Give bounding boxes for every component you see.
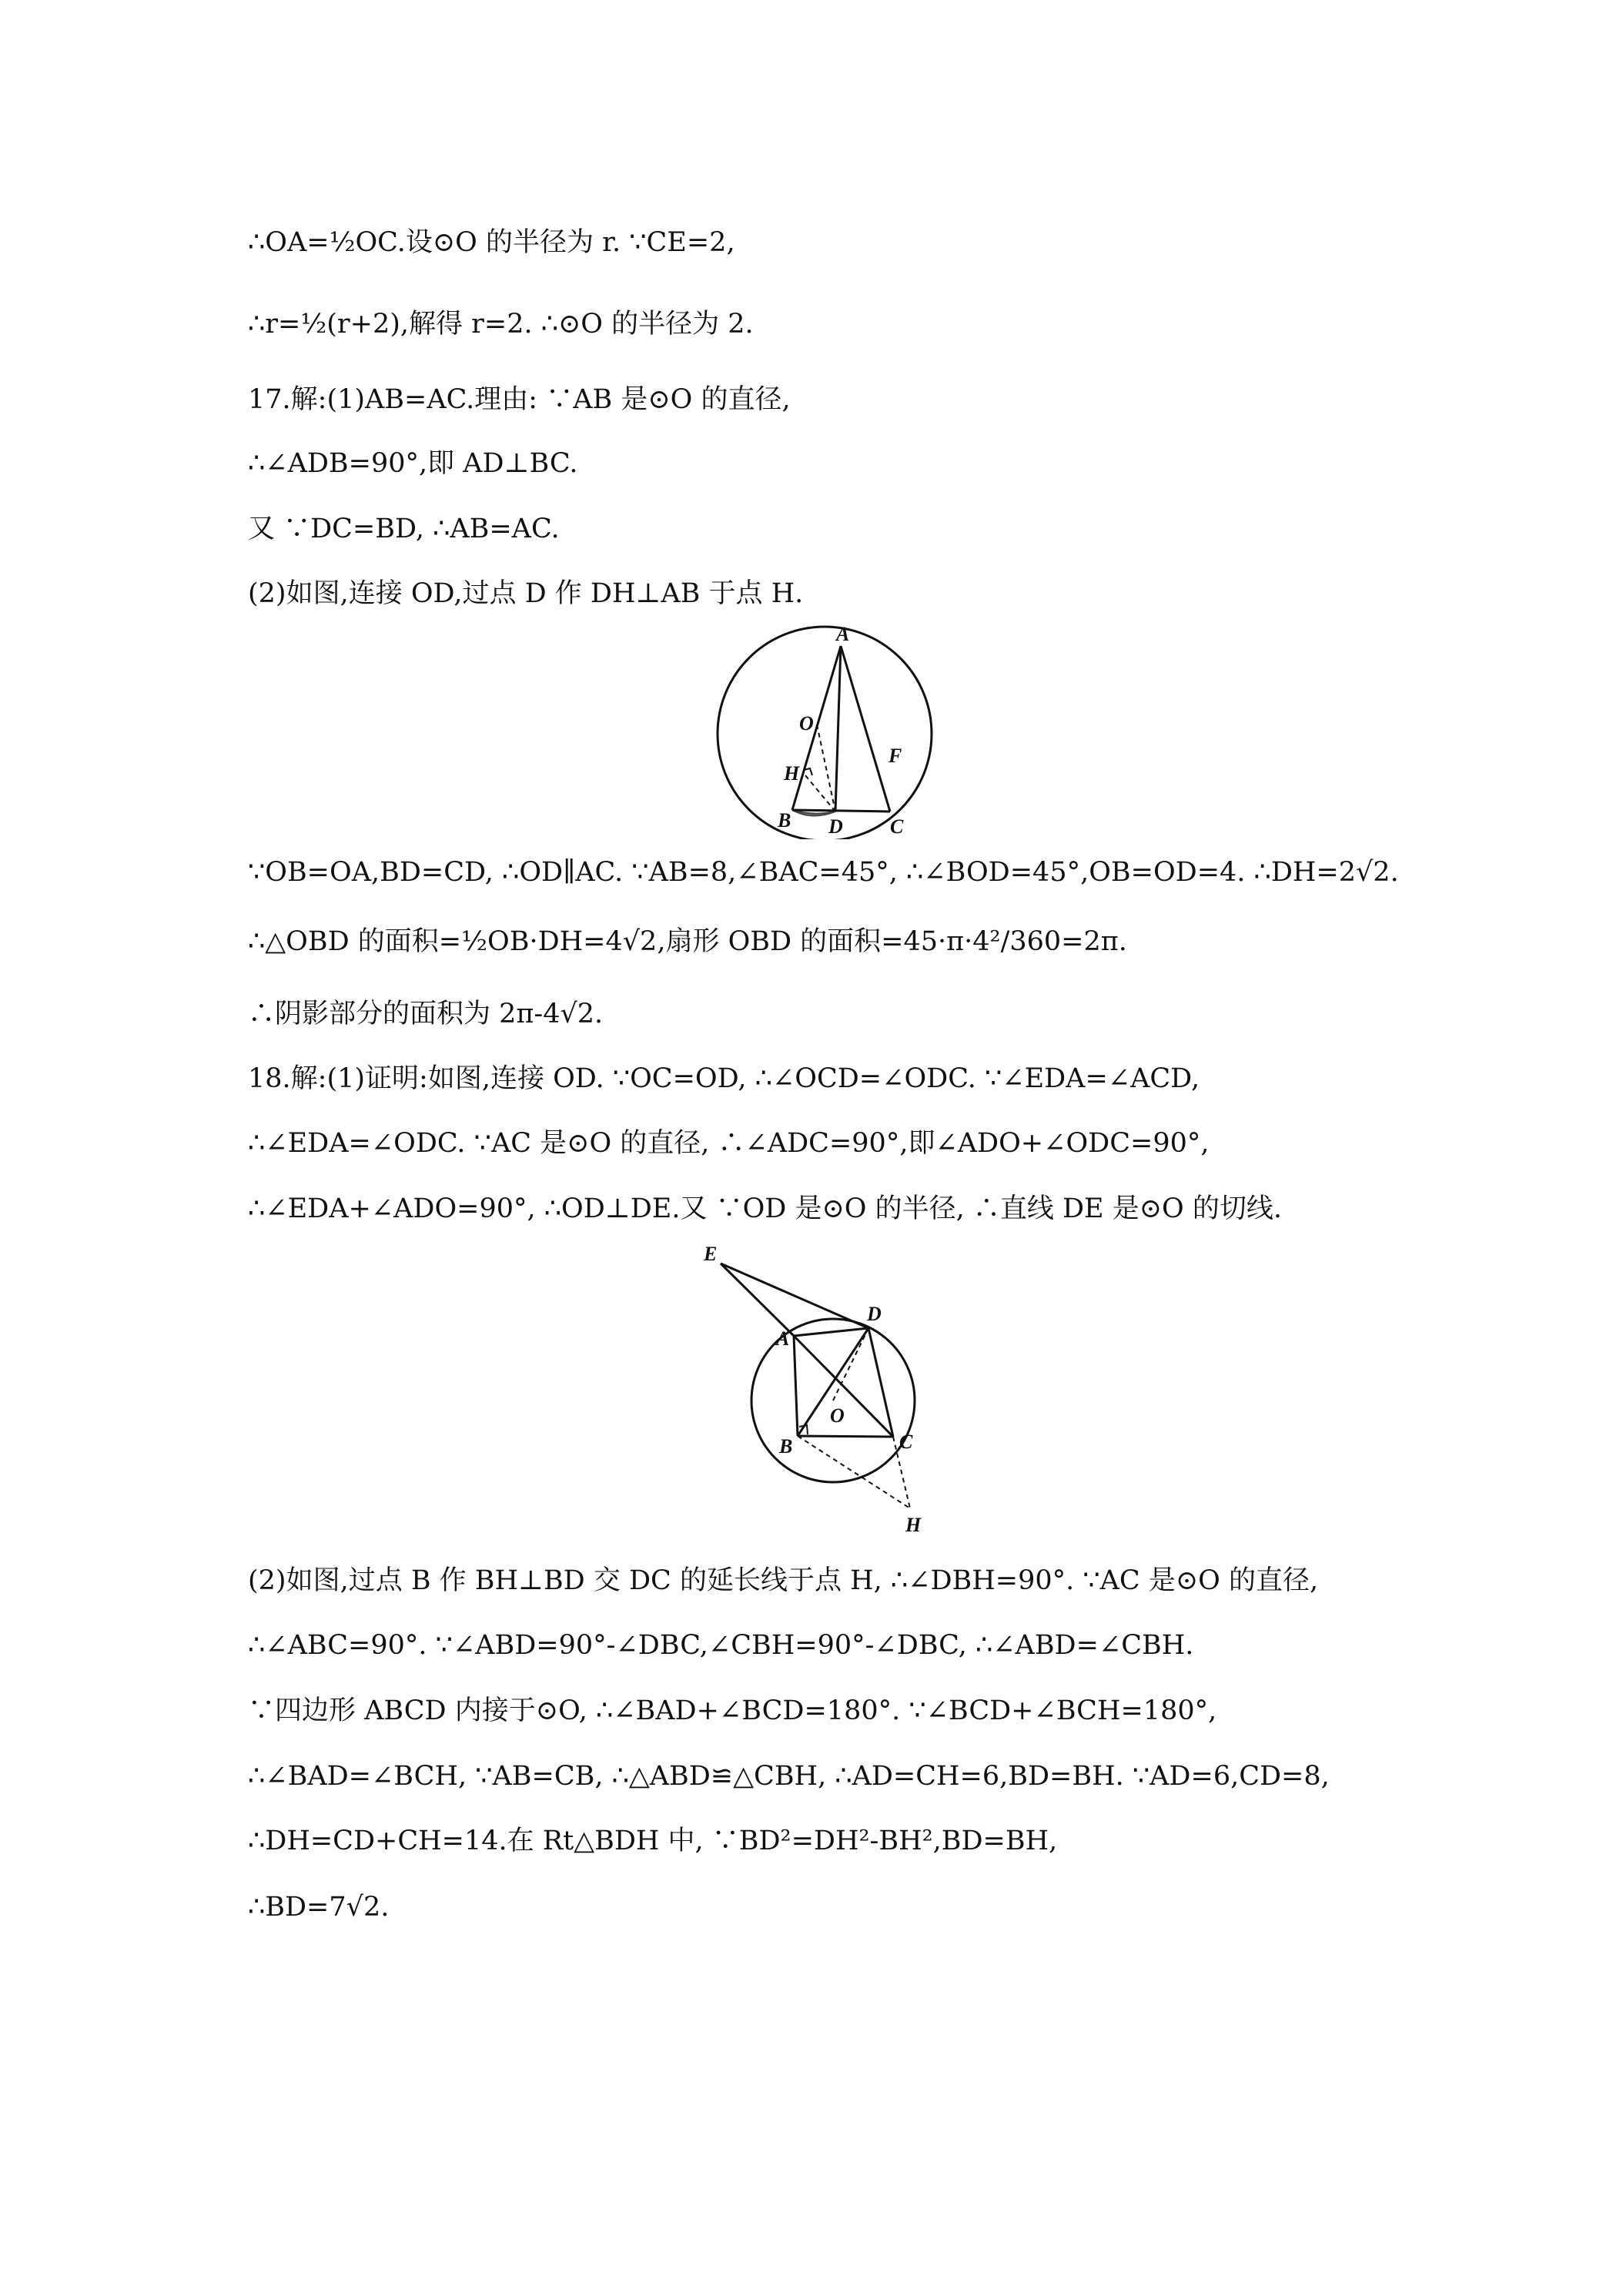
text-line-11: ∴∠EDA=∠ODC. ∵AC 是⊙O 的直径, ∴∠ADC=90°,即∠ADO+∠ODC=90°, [248,1128,1210,1159]
text-line-6: (2)如图,连接 OD,过点 D 作 DH⊥AB 于点 H. [248,578,804,609]
fig2-label-E: E [704,1243,718,1265]
text-line-8: ∴△OBD 的面积=½OB·DH=4√2,扇形 OBD 的面积=45·π·4²/360=2π. [248,926,1127,957]
text-line-13: (2)如图,过点 B 作 BH⊥BD 交 DC 的延长线于点 H, ∴∠DBH=90°. ∵AC 是⊙O 的直径, [248,1565,1319,1596]
text-line-10: 18.解:(1)证明:如图,连接 OD. ∵OC=OD, ∴∠OCD=∠ODC. ∵∠EDA=∠ACD, [248,1063,1200,1094]
text-line-15: ∵四边形 ABCD 内接于⊙O, ∴∠BAD+∠BCD=180°. ∵∠BCD+∠BCH=180°, [248,1695,1217,1726]
text-line-18: ∴BD=7√2. [248,1892,390,1923]
fig2-label-H: H [905,1514,922,1536]
text-line-12: ∴∠EDA+∠ADO=90°, ∴OD⊥DE.又 ∵OD 是⊙O 的半径, ∴直线 DE 是⊙O 的切线. [248,1193,1282,1224]
fig1-label-H: H [784,762,800,785]
text-line-17: ∴DH=CD+CH=14.在 Rt△BDH 中, ∵BD²=DH²-BH²,BD=BH, [248,1826,1058,1856]
figure-circle-quadrilateral-2 [693,1243,955,1543]
fig2-label-A: A [776,1327,790,1350]
fig1-label-D: D [828,815,843,838]
fig1-label-F: F [888,745,902,767]
fig1-label-A: A [836,624,850,645]
fig2-label-D: D [867,1303,882,1325]
text-line-1: ∴OA=½OC.设⊙O 的半径为 r. ∵CE=2, [248,227,735,258]
text-line-3: 17.解:(1)AB=AC.理由: ∵AB 是⊙O 的直径, [248,384,791,415]
fig2-label-C: C [899,1431,913,1453]
text-line-16: ∴∠BAD=∠BCH, ∵AB=CB, ∴△ABD≌△CBH, ∴AD=CH=6,BD=BH. ∵AD=6,CD=8, [248,1761,1330,1792]
text-line-7: ∵OB=OA,BD=CD, ∴OD∥AC. ∵AB=8,∠BAC=45°, ∴∠BOD=45°,OB=OD=4. ∴DH=2√2. [248,857,1399,888]
text-line-2: ∴r=½(r+2),解得 r=2. ∴⊙O 的半径为 2. [248,309,754,340]
fig1-label-C: C [890,815,904,838]
figure-circle-triangle-1 [708,624,955,842]
text-line-14: ∴∠ABC=90°. ∵∠ABD=90°-∠DBC,∠CBH=90°-∠DBC, ∴∠ABD=∠CBH. [248,1630,1194,1661]
fig2-label-B: B [779,1435,793,1458]
text-line-5: 又 ∵DC=BD, ∴AB=AC. [248,514,560,544]
fig1-label-O: O [799,712,814,735]
text-line-9: ∴阴影部分的面积为 2π-4√2. [248,999,604,1029]
text-line-4: ∴∠ADB=90°,即 AD⊥BC. [248,448,578,479]
fig2-label-O: O [830,1404,845,1427]
fig1-label-B: B [778,809,791,832]
